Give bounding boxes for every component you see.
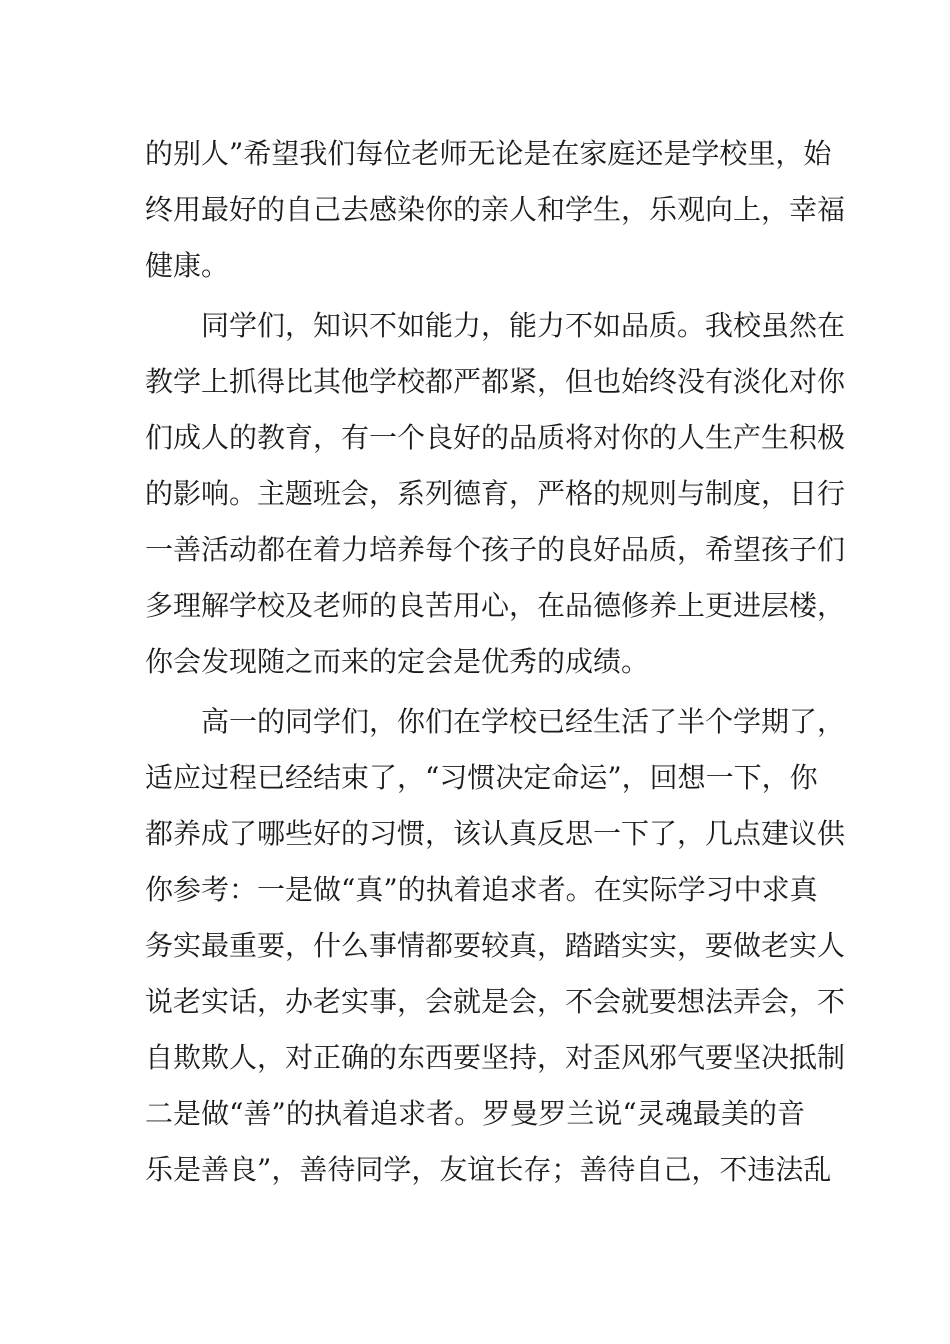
text-line: 健康。 xyxy=(145,249,230,282)
text-line: 都养成了哪些好的习惯，该认真反思一下了，几点建议供 xyxy=(145,817,846,850)
text-line: 乐是善良”，善待同学，友谊长存；善待自己，不违法乱 xyxy=(145,1153,832,1186)
text-line: 你参考：一是做“真”的执着追求者。在实际学习中求真 xyxy=(145,873,818,906)
text-line: 你会发现随之而来的定会是优秀的成绩。 xyxy=(145,645,650,678)
text-line: 自欺欺人，对正确的东西要坚持，对歪风邪气要坚决抵制 xyxy=(145,1041,846,1074)
text-line: 说老实话，办老实事，会就是会，不会就要想法弄会，不 xyxy=(145,985,846,1018)
text-line: 终用最好的自己去感染你的亲人和学生，乐观向上，幸福 xyxy=(145,193,846,226)
paragraph-first-line: 同学们，知识不如能力，能力不如品质。我校虽然在 xyxy=(201,309,846,342)
text-line: 的影响。主题班会，系列德育，严格的规则与制度，日行 xyxy=(145,477,846,510)
text-line: 二是做“善”的执着追求者。罗曼罗兰说“灵魂最美的音 xyxy=(145,1097,805,1130)
text-line: 的别人”希望我们每位老师无论是在家庭还是学校里，始 xyxy=(145,137,832,170)
text-line: 多理解学校及老师的良苦用心，在品德修养上更进层楼， xyxy=(145,589,846,622)
text-line: 务实最重要，什么事情都要较真，踏踏实实，要做老实人 xyxy=(145,929,846,962)
text-line: 教学上抓得比其他学校都严都紧，但也始终没有淡化对你 xyxy=(145,365,846,398)
text-line: 一善活动都在着力培养每个孩子的良好品质，希望孩子们 xyxy=(145,533,846,566)
paragraph-first-line: 高一的同学们，你们在学校已经生活了半个学期了， xyxy=(201,705,846,738)
text-line: 们成人的教育，有一个良好的品质将对你的人生产生积极 xyxy=(145,421,846,454)
text-line: 适应过程已经结束了，“习惯决定命运”，回想一下，你 xyxy=(145,761,818,794)
